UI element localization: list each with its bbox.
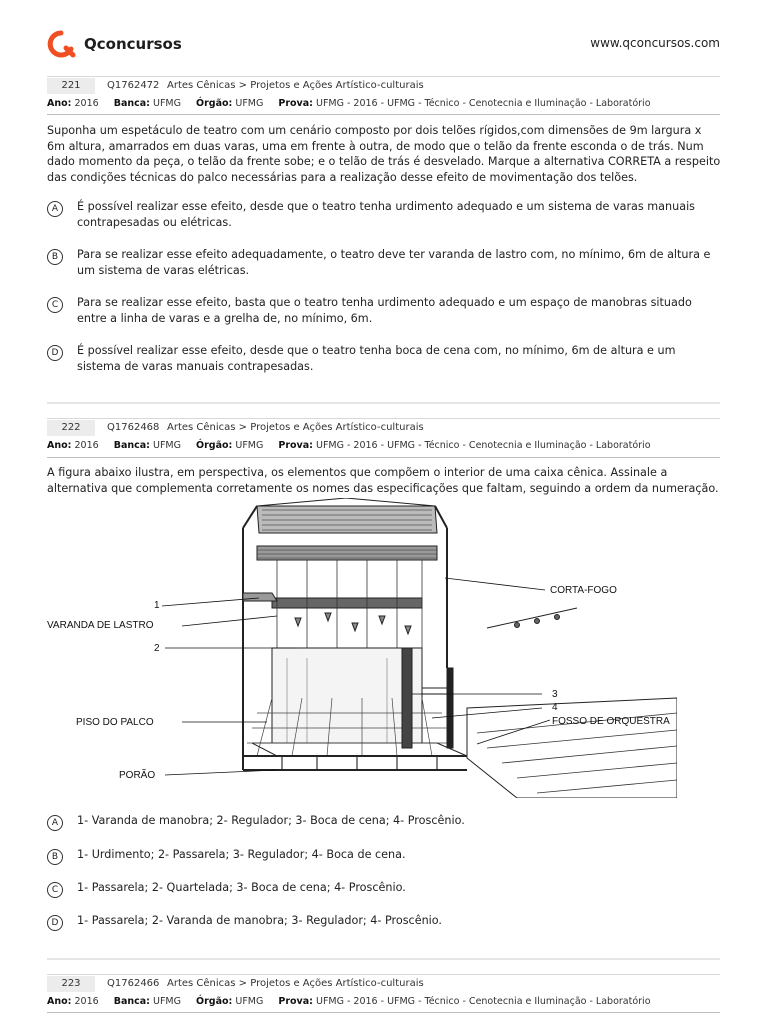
option-text[interactable]: Para se realizar esse efeito adequadamente, o teatro deve ter varanda de lastro com, no mínimo, 6m de altura e um sistema de varas elétricas. — [77, 248, 711, 277]
meta-ano-value: 2016 — [74, 996, 99, 1007]
option-text[interactable]: É possível realizar esse efeito, desde que o teatro tenha boca de cena com, no mínimo, 6m de altura e um sistema de varas manuais contrapesadas. — [77, 344, 676, 373]
meta-orgao-value: UFMG — [235, 440, 264, 451]
option-text[interactable]: 1- Varanda de manobra; 2- Regulador; 3- Boca de cena; 4- Proscênio. — [77, 814, 465, 827]
meta-prova-label: Prova: — [278, 440, 313, 451]
question-separator — [47, 402, 720, 404]
meta-prova-value: UFMG - 2016 - UFMG - Técnico - Cenotecnia e Iluminação - Laboratório — [315, 98, 651, 109]
meta-banca-label: Banca: — [113, 996, 150, 1007]
site-url-link[interactable]: www.qconcursos.com — [590, 36, 720, 50]
question-divider — [47, 418, 720, 419]
question-meta — [47, 996, 651, 1007]
option-letter[interactable]: B — [47, 249, 63, 265]
meta-prova-value: UFMG - 2016 - UFMG - Técnico - Cenotecnia e Iluminação - Laboratório — [315, 440, 651, 451]
leader-line-varanda — [182, 616, 277, 626]
question-divider — [47, 974, 720, 975]
meta-ano-value: 2016 — [74, 98, 99, 109]
meta-prova-value: UFMG - 2016 - UFMG - Técnico - Cenotecnia e Iluminação - Laboratório — [315, 996, 651, 1007]
meta-banca-value: UFMG — [153, 996, 181, 1007]
meta-orgao-label: Órgão: — [196, 996, 233, 1007]
question-number: 221 — [47, 78, 95, 94]
option-text[interactable]: 1- Urdimento; 2- Passarela; 3- Regulador; 4- Boca de cena. — [77, 848, 406, 861]
qconcursos-logo-icon[interactable] — [46, 30, 76, 58]
meta-banca-label: Banca: — [113, 98, 150, 109]
option-letter[interactable]: D — [47, 345, 63, 361]
meta-orgao-label: Órgão: — [196, 98, 233, 109]
figure-label-porao: PORÃO — [119, 770, 156, 781]
stage-box-figure — [47, 498, 677, 798]
question-number: 222 — [47, 420, 95, 436]
option-text[interactable]: Para se realizar esse efeito, basta que o teatro tenha urdimento adequado e um espaço de manobras situado entre a linha de varas e a grelha de, no mínimo, 6m. — [77, 296, 692, 325]
leader-line-porao — [165, 770, 277, 775]
option-text[interactable]: 1- Passarela; 2- Quartelada; 3- Boca de cena; 4- Proscênio. — [77, 881, 406, 894]
figure-label-fosso: FOSSO DE ORQUESTRA — [552, 716, 670, 727]
question-category[interactable]: Artes Cênicas > Projetos e Ações Artístico-culturais — [167, 978, 424, 989]
meta-divider — [47, 114, 720, 115]
question-statement: Suponha um espetáculo de teatro com um cenário composto por dois telões rígidos,com dimensões de 9m largura x 6m altura, amarrados em duas varas, uma em frente à outra, de modo que o telão da frente esconda o de trás. Num dado momento da peça, o telão da frente sobe; e o telão de trás é desvelado. Marque a alternativa CORRETA a respeito das condições técnicas do palco necessárias para a realização desse efeito de movimentação dos telões. — [47, 124, 721, 184]
meta-divider — [47, 457, 720, 458]
meta-orgao-value: UFMG — [235, 996, 264, 1007]
figure-label-3: 3 — [552, 689, 558, 700]
meta-ano-label: Ano: — [47, 996, 72, 1007]
page-header — [0, 0, 768, 70]
leader-line-corta-fogo — [445, 578, 545, 590]
figure-label-varanda: VARANDA DE LASTRO — [47, 620, 154, 631]
meta-orgao-value: UFMG — [235, 98, 264, 109]
option-letter[interactable]: D — [47, 915, 63, 931]
meta-ano-value: 2016 — [74, 440, 99, 451]
question-id-link[interactable]: Q1762472 — [107, 80, 160, 91]
option-letter[interactable]: A — [47, 815, 63, 831]
question-meta — [47, 440, 651, 451]
option-letter[interactable]: A — [47, 201, 63, 217]
question-divider — [47, 76, 720, 77]
meta-orgao-label: Órgão: — [196, 440, 233, 451]
question-number: 223 — [47, 976, 95, 992]
question-category[interactable]: Artes Cênicas > Projetos e Ações Artístico-culturais — [167, 80, 424, 91]
figure-label-1: 1 — [154, 600, 160, 611]
option-letter[interactable]: B — [47, 849, 63, 865]
question-meta — [47, 98, 651, 109]
meta-banca-value: UFMG — [153, 98, 181, 109]
figure-label-corta-fogo: CORTA-FOGO — [550, 585, 617, 596]
stage-drawing — [243, 498, 677, 798]
meta-banca-label: Banca: — [113, 440, 150, 451]
meta-prova-label: Prova: — [278, 98, 313, 109]
meta-ano-label: Ano: — [47, 440, 72, 451]
figure-label-piso: PISO DO PALCO — [76, 717, 154, 728]
meta-divider — [47, 1012, 720, 1013]
question-id-link[interactable]: Q1762466 — [107, 978, 160, 989]
question-id-link[interactable]: Q1762468 — [107, 422, 160, 433]
option-letter[interactable]: C — [47, 297, 63, 313]
question-statement: A figura abaixo ilustra, em perspectiva, os elementos que compõem o interior de uma caixa cênica. Assinale a alternativa que complementa corretamente os nomes das especificações que faltam, seguindo a ordem da numeração. — [47, 466, 719, 495]
brand-name[interactable]: Qconcursos — [84, 35, 182, 53]
option-text[interactable]: É possível realizar esse efeito, desde que o teatro tenha urdimento adequado e um sistema de varas manuais contrapesadas ou elétricas. — [77, 200, 696, 229]
question-category[interactable]: Artes Cênicas > Projetos e Ações Artístico-culturais — [167, 422, 424, 433]
question-separator — [47, 958, 720, 960]
meta-prova-label: Prova: — [278, 996, 313, 1007]
option-letter[interactable]: C — [47, 882, 63, 898]
figure-label-2: 2 — [154, 643, 160, 654]
meta-ano-label: Ano: — [47, 98, 72, 109]
leader-line-1 — [162, 598, 259, 606]
meta-banca-value: UFMG — [153, 440, 181, 451]
figure-label-4: 4 — [552, 702, 558, 713]
option-text[interactable]: 1- Passarela; 2- Varanda de manobra; 3- Regulador; 4- Proscênio. — [77, 914, 442, 927]
